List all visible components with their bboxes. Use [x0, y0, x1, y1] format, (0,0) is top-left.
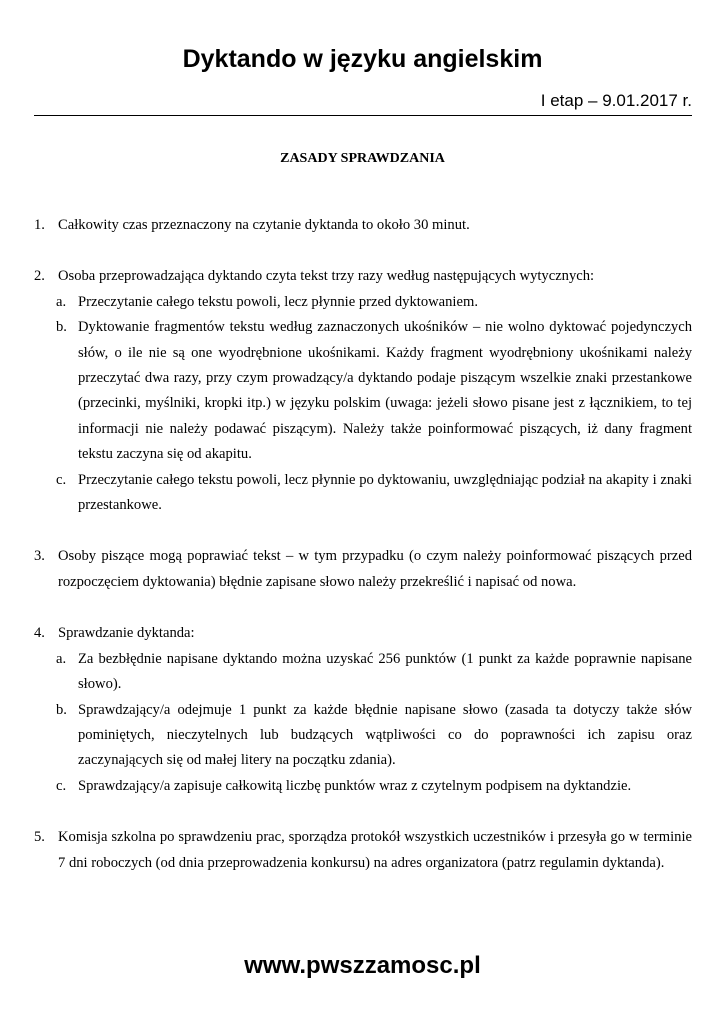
list-item: [34, 825, 692, 876]
rules-list: [34, 213, 692, 876]
item-text: Całkowity czas przeznaczony na czytanie dyktanda to około 30 minut.: [58, 217, 470, 233]
sub-item-text: Przeczytanie całego tekstu powoli, lecz płynnie przed dyktowaniem.: [78, 293, 478, 310]
sub-item: [34, 290, 692, 315]
sub-item-text: Za bezbłędnie napisane dyktando można uzyskać 256 punktów (1 punkt za każde poprawnie napisane słowo).: [78, 650, 692, 693]
sub-item: [34, 774, 692, 799]
sub-item-letter: b.: [56, 319, 67, 336]
sub-item: [34, 315, 692, 467]
sub-item: [34, 468, 692, 519]
sub-item-letter: c.: [56, 471, 67, 488]
stage-date: I etap – 9.01.2017 r.: [540, 91, 692, 110]
list-item: [34, 213, 692, 238]
sub-item-letter: c.: [56, 777, 67, 794]
item-text: Sprawdzanie dyktanda:: [58, 625, 195, 642]
sub-item-letter: b.: [56, 701, 67, 718]
item-number: 2.: [34, 268, 45, 285]
item-number: 3.: [34, 548, 45, 565]
footer-website: www.pwszzamosc.pl: [244, 952, 481, 979]
header-divider: [34, 115, 692, 116]
sub-item: [34, 647, 692, 698]
item-text: Osoby piszące mogą poprawiać tekst – w tym przypadku (o czym należy poinformować piszących przed rozpoczęciem dyktowania) błędnie zapisane słowo należy przekreślić i napisać od nowa.: [58, 548, 692, 590]
sub-item-letter: a.: [56, 650, 67, 667]
list-item: [34, 544, 692, 595]
document-title: Dyktando w języku angielskim: [182, 45, 543, 73]
item-number: 1.: [34, 217, 45, 233]
sub-item-text: Dyktowanie fragmentów tekstu według zaznaczonych ukośników – nie wolno dyktować pojedynczych słów, o ile nie są one wyodrębnione ukośnikami. Każdy fragment wyodrębniony ukośnikami należy przeczytać dwa razy, przy czym prowadzący/a dyktando podaje piszącym wszelkie znaki przestankowe (przecinki, myślniki, kropki itp.) w języku polskim (uwaga: jeżeli słowo pisane jest z łącznikiem, to tej informacji nie należy podawać piszącym). Należy także poinformować piszących, iż dany fragment tekstu zaczyna się od akapitu.: [78, 319, 692, 463]
item-number: 5.: [34, 829, 45, 846]
sub-item-text: Sprawdzający/a zapisuje całkowitą liczbę punktów wraz z czytelnym podpisem na dyktandzie.: [78, 777, 632, 794]
sub-item: [34, 698, 692, 774]
section-heading: ZASADY SPRAWDZANIA: [280, 151, 445, 166]
list-item: [34, 621, 692, 646]
list-item: [34, 264, 692, 289]
item-text: Komisja szkolna po sprawdzeniu prac, sporządza protokół wszystkich uczestników i przesyła go w terminie 7 dni roboczych (od dnia przeprowadzenia konkursu) na adres organizatora (patrz regulamin dyktanda).: [58, 829, 692, 871]
sub-item-text: Przeczytanie całego tekstu powoli, lecz płynnie po dyktowaniu, uwzględniając podział na akapity i znaki przestankowe.: [78, 471, 692, 514]
item-number: 4.: [34, 625, 45, 642]
sub-item-text: Sprawdzający/a odejmuje 1 punkt za każde błędnie napisane słowo (zasada ta dotyczy także słów pominiętych, nieczytelnych lub budzących wątpliwości co do poprawności ich zapisu oraz zaczynających się od małej litery na początku zdania).: [78, 701, 692, 769]
item-text: Osoba przeprowadzająca dyktando czyta tekst trzy razy według następujących wytycznych:: [58, 268, 595, 285]
sub-item-letter: a.: [56, 293, 67, 310]
